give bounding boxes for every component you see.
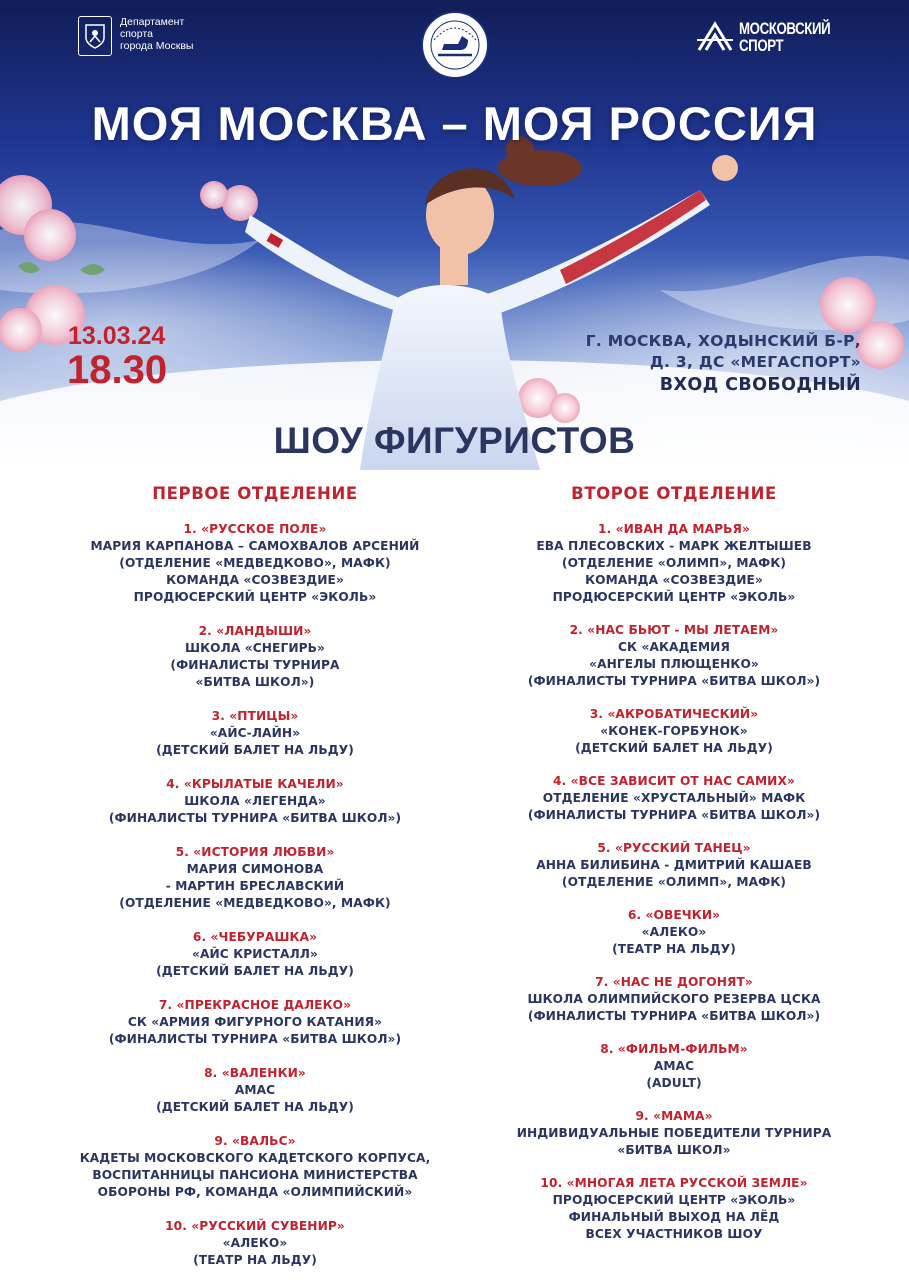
program-item-line: «АНГЕЛЫ ПЛЮЩЕНКО»	[589, 657, 759, 671]
program-item-line: (ДЕТСКИЙ БАЛЕТ НА ЛЬДУ)	[156, 743, 354, 757]
program-item	[465, 1108, 883, 1159]
program-item-line: «БИТВА ШКОЛ»)	[195, 675, 315, 689]
program-item-title: 8. «ФИЛЬМ-ФИЛЬМ»	[600, 1042, 748, 1056]
program-item	[40, 1065, 470, 1116]
program-item-line: (ФИНАЛИСТЫ ТУРНИРА «БИТВА ШКОЛ»)	[527, 1009, 821, 1023]
program-item-line: (ФИНАЛИСТЫ ТУРНИРА	[170, 658, 340, 672]
program-item-line: ПРОДЮСЕРСКИЙ ЦЕНТР «ЭКОЛЬ»	[552, 590, 796, 604]
event-time: 18.30	[67, 348, 168, 392]
program-item-title: 6. «ЧЕБУРАШКА»	[192, 930, 318, 944]
program-item	[40, 1218, 470, 1269]
program-item-line: «АЛЕКО»	[222, 1236, 288, 1250]
first-part-column	[40, 484, 470, 1280]
show-title: ШОУ ФИГУРИСТОВ	[273, 420, 636, 461]
first-part-title: ПЕРВОЕ ОТДЕЛЕНИЕ	[152, 484, 358, 503]
program-item	[40, 776, 470, 827]
program-item-line: МАРИЯ КАРПАНОВА – САМОХВАЛОВ АРСЕНИЙ	[90, 539, 420, 553]
moscow-sport-logo	[697, 20, 856, 54]
program-item-line: ПРОДЮСЕРСКИЙ ЦЕНТР «ЭКОЛЬ»	[133, 590, 377, 604]
dept-logo	[78, 16, 230, 56]
program-item	[465, 521, 883, 606]
program-item-title: 2. «НАС БЬЮТ - МЫ ЛЕТАЕМ»	[569, 623, 779, 637]
program-item-line: (ДЕТСКИЙ БАЛЕТ НА ЛЬДУ)	[575, 741, 773, 755]
program-item-title: 3. «АКРОБАТИЧЕСКИЙ»	[589, 707, 759, 721]
program-item	[40, 521, 470, 606]
second-part-title: ВТОРОЕ ОТДЕЛЕНИЕ	[571, 484, 777, 503]
program-item	[40, 623, 470, 691]
program-item-title: 7. «ПРЕКРАСНОЕ ДАЛЕКО»	[158, 998, 352, 1012]
program-item-line: СК «АКАДЕМИЯ	[618, 640, 730, 654]
program-item	[465, 907, 883, 958]
program-item-line: ФИНАЛЬНЫЙ ВЫХОД НА ЛЁД	[568, 1210, 780, 1224]
program-item-title: 8. «ВАЛЕНКИ»	[204, 1066, 306, 1080]
poster-title: МОЯ МОСКВА – МОЯ РОССИЯ	[91, 97, 818, 150]
program-item-line: (ФИНАЛИСТЫ ТУРНИРА «БИТВА ШКОЛ»)	[527, 808, 821, 822]
event-venue	[586, 331, 861, 396]
program-item-line: (ОТДЕЛЕНИЕ «МЕДВЕДКОВО», МАФК)	[119, 556, 391, 570]
moscow-sport-mark-icon	[697, 20, 733, 54]
second-part-list	[465, 521, 883, 1243]
program-item-line: ПРОДЮСЕРСКИЙ ЦЕНТР «ЭКОЛЬ»	[552, 1193, 796, 1207]
program-item-line: (ДЕТСКИЙ БАЛЕТ НА ЛЬДУ)	[156, 964, 354, 978]
program-item	[465, 773, 883, 824]
program-item	[465, 840, 883, 891]
program-item-title: 7. «НАС НЕ ДОГОНЯТ»	[595, 975, 753, 989]
program-item-line: ШКОЛА «СНЕГИРЬ»	[184, 641, 326, 655]
program-item-line: АННА БИЛИБИНА - ДМИТРИЙ КАШАЕВ	[536, 858, 812, 872]
program-item-line: ВСЕХ УЧАСТНИКОВ ШОУ	[585, 1227, 763, 1241]
program-item-title: 4. «ВСЕ ЗАВИСИТ ОТ НАС САМИХ»	[553, 774, 795, 788]
second-part-column	[465, 484, 883, 1259]
moscow-crest-icon	[78, 16, 112, 56]
program-item-line: ИНДИВИДУАЛЬНЫЕ ПОБЕДИТЕЛИ ТУРНИРА	[516, 1126, 832, 1140]
program-item-line: АМАС	[653, 1059, 695, 1073]
program-item-line: ОТДЕЛЕНИЕ «ХРУСТАЛЬНЫЙ» МАФК	[542, 791, 806, 805]
venue-line: Г. МОСКВА, ХОДЫНСКИЙ Б-Р,	[585, 332, 861, 350]
program-item-title: 4. «КРЫЛАТЫЕ КАЧЕЛИ»	[166, 777, 344, 791]
program-item-title: 5. «ИСТОРИЯ ЛЮБВИ»	[175, 845, 335, 859]
program-item-line: «АЙС КРИСТАЛЛ»	[192, 947, 318, 961]
program-item	[465, 1175, 883, 1243]
program-item	[40, 708, 470, 759]
program-item-line: ШКОЛА «ЛЕГЕНДА»	[184, 794, 326, 808]
program-item-line: (ОТДЕЛЕНИЕ «МЕДВЕДКОВО», МАФК)	[119, 896, 391, 910]
hero-banner	[0, 0, 909, 470]
program-item	[40, 1133, 470, 1201]
program-item-title: 9. «ВАЛЬС»	[214, 1134, 296, 1148]
figure-skate-emblem-icon	[420, 10, 490, 80]
program-item-line: (ТЕАТР НА ЛЬДУ)	[193, 1253, 317, 1267]
program-item-title: 5. «РУССКИЙ ТАНЕЦ»	[597, 841, 751, 855]
program-item-line: СК «АРМИЯ ФИГУРНОГО КАТАНИЯ»	[127, 1015, 383, 1029]
program-item	[40, 997, 470, 1048]
dept-name: Департамент спорта города Москвы	[120, 16, 194, 52]
program-item	[40, 929, 470, 980]
program-item-line: КОМАНДА «СОЗВЕЗДИЕ»	[166, 573, 344, 587]
program-item-line: (ОТДЕЛЕНИЕ «ОЛИМП», МАФК)	[561, 556, 787, 570]
program-item-line: «АЙС-ЛАЙН»	[209, 726, 301, 740]
program-item-title: 9. «МАМА»	[635, 1109, 713, 1123]
program-item-line: «КОНЕК-ГОРБУНОК»	[600, 724, 748, 738]
first-part-list	[40, 521, 470, 1269]
program-item	[465, 1041, 883, 1092]
program-item-line: ШКОЛА ОЛИМПИЙСКОГО РЕЗЕРВА ЦСКА	[527, 992, 821, 1006]
program-item-line: - МАРТИН БРЕСЛАВСКИЙ	[165, 879, 345, 893]
program-item-line: АМАС	[234, 1083, 276, 1097]
program-item	[465, 706, 883, 757]
program-item-line: КАДЕТЫ МОСКОВСКОГО КАДЕТСКОГО КОРПУСА,	[79, 1151, 431, 1165]
venue-line: Д. 3, ДС «МЕГАСПОРТ»	[649, 353, 861, 371]
program-item-title: 3. «ПТИЦЫ»	[211, 709, 299, 723]
program-item	[40, 844, 470, 912]
program-item	[465, 622, 883, 690]
program-item-title: 1. «ИВАН ДА МАРЬЯ»	[598, 522, 750, 536]
program-item-line: КОМАНДА «СОЗВЕЗДИЕ»	[585, 573, 763, 587]
program-item-title: 10. «МНОГАЯ ЛЕТА РУССКОЙ ЗЕМЛЕ»	[540, 1176, 808, 1190]
program-item-line: (ФИНАЛИСТЫ ТУРНИРА «БИТВА ШКОЛ»)	[108, 1032, 402, 1046]
program-item-line: (ОТДЕЛЕНИЕ «ОЛИМП», МАФК)	[561, 875, 787, 889]
program-item-line: ЕВА ПЛЕСОВСКИХ - МАРК ЖЕЛТЫШЕВ	[536, 539, 812, 553]
program-item-title: 6. «ОВЕЧКИ»	[627, 908, 721, 922]
program-item-line: «АЛЕКО»	[641, 925, 707, 939]
program-item-line: (ТЕАТР НА ЛЬДУ)	[612, 942, 736, 956]
free-entry: ВХОД СВОБОДНЫЙ	[659, 375, 861, 395]
program-item-title: 1. «РУССКОЕ ПОЛЕ»	[183, 522, 327, 536]
program-item-line: ОБОРОНЫ РФ, КОМАНДА «ОЛИМПИЙСКИЙ»	[97, 1185, 413, 1199]
program-item-title: 10. «РУССКИЙ СУВЕНИР»	[165, 1219, 345, 1233]
program-item-line: (ФИНАЛИСТЫ ТУРНИРА «БИТВА ШКОЛ»)	[108, 811, 402, 825]
program-item-line: ВОСПИТАННИЦЫ ПАНСИОНА МИНИСТЕРСТВА	[92, 1168, 418, 1182]
program-item-line: (ФИНАЛИСТЫ ТУРНИРА «БИТВА ШКОЛ»)	[527, 674, 821, 688]
event-date: 13.03.24	[68, 322, 166, 350]
moscow-sport-text: МОСКОВСКИЙ СПОРТ	[739, 19, 831, 55]
program-item-line: «БИТВА ШКОЛ»	[617, 1143, 731, 1157]
program-item-line: (ДЕТСКИЙ БАЛЕТ НА ЛЬДУ)	[156, 1100, 354, 1114]
program-item-line: (ADULT)	[646, 1076, 702, 1090]
program-item-line: МАРИЯ СИМОНОВА	[186, 862, 324, 876]
program-item	[465, 974, 883, 1025]
program-item-title: 2. «ЛАНДЫШИ»	[198, 624, 312, 638]
